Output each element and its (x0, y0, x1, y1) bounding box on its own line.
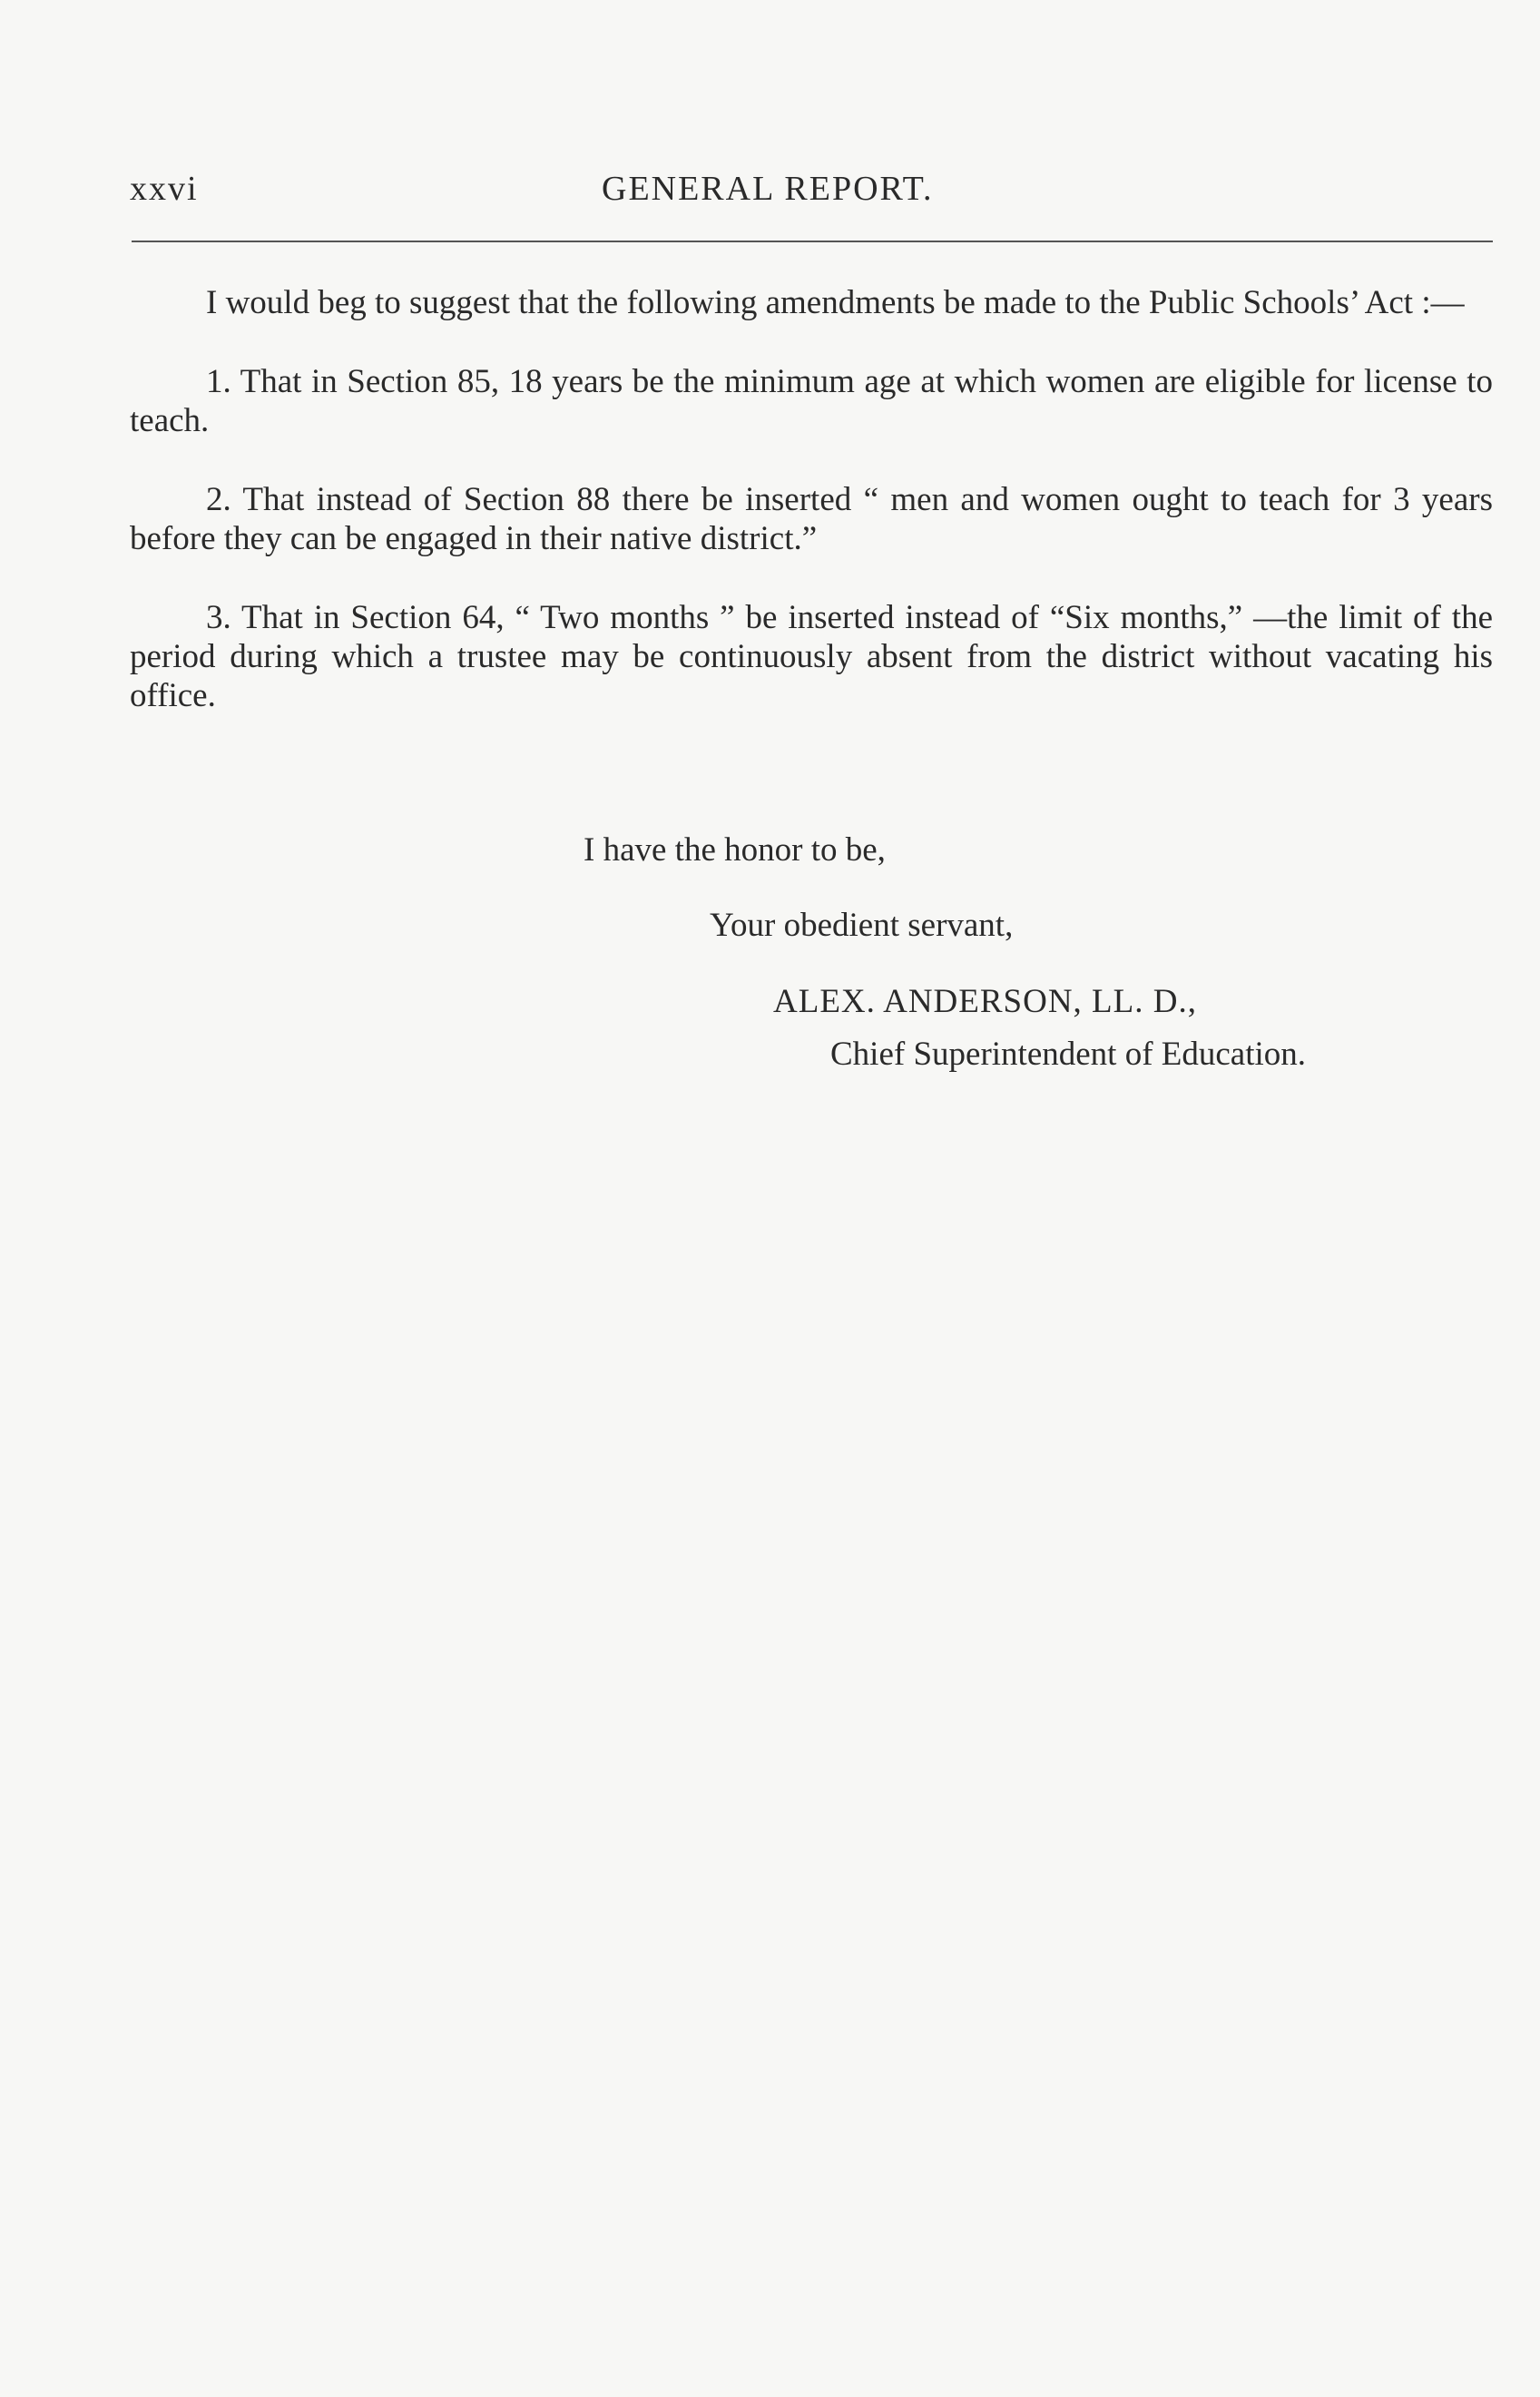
page-header (130, 169, 1493, 214)
body-text (130, 283, 1493, 755)
signatory-name: ALEX. ANDERSON, LL. D., (773, 983, 1197, 1020)
header-rule (132, 241, 1493, 242)
amendment-1: 1. That in Section 85, 18 years be the minimum age at which women are eligible for license to teach. (130, 363, 1493, 439)
intro-paragraph: I would beg to suggest that the following amendments be made to the Public Schools’ Act :— (206, 284, 1465, 321)
page-number: xxvi (130, 170, 199, 208)
valediction: Your obedient servant, (710, 907, 1014, 944)
running-title: GENERAL REPORT. (602, 170, 934, 208)
amendment-3: 3. That in Section 64, “ Two months ” be inserted instead of “Six months,” —the limit of the period during which a trustee may be continuously absent from the district without vacating his office. (130, 599, 1493, 714)
closing-line: I have the honor to be, (584, 831, 886, 869)
signatory-title: Chief Superintendent of Education. (830, 1036, 1307, 1073)
amendment-2: 2. That instead of Section 88 there be inserted “ men and women ought to teach for 3 years before they can be engaged in their native district.” (130, 481, 1493, 557)
